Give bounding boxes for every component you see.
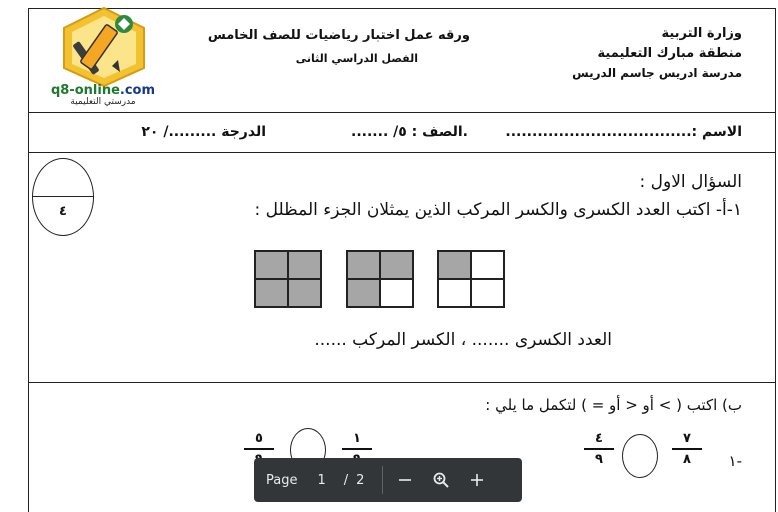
grade-field: الدرجة ........./ ٢٠ — [141, 124, 266, 140]
page-label: Page — [266, 472, 298, 488]
item1-right-fraction — [584, 430, 614, 468]
question-divider — [28, 382, 776, 383]
page-separator: / — [343, 472, 349, 488]
logo-tagline: مدرستي التعليمية — [70, 97, 136, 107]
info-divider — [28, 152, 776, 153]
fraction-numerator: ٥ — [255, 431, 263, 446]
class-field: .الصف : ٥/ ....... — [351, 124, 468, 140]
logo-domain-green: q8-online — [50, 83, 120, 98]
fraction-denominator: ٨ — [683, 452, 691, 467]
zoom-in-button[interactable] — [463, 466, 491, 494]
fraction-numerator: ٧ — [683, 431, 691, 446]
student-name-field: الاسم :................................... — [505, 124, 742, 140]
pdf-viewer-toolbar — [254, 458, 522, 502]
plus-icon — [469, 472, 485, 488]
semester-label: الفصل الدراسي الثانى — [295, 52, 418, 65]
question1-part-a: ١-أ- اكتب العدد الكسرى والكسر المركب الذين يمثلان الجزء المظلل : — [254, 200, 742, 220]
fraction-shape-one-quarter — [437, 250, 505, 308]
zoom-out-button[interactable] — [391, 466, 419, 494]
toolbar-divider — [382, 466, 383, 494]
worksheet-title: ورقه عمل اختبار رياضيات للصف الخامس — [207, 28, 470, 43]
fraction-denominator: ٩ — [595, 452, 603, 467]
answer-line: العدد الكسرى ....... ، الكسر المركب ...... — [314, 330, 612, 350]
region-label: منطقة مبارك التعليمية — [597, 46, 742, 61]
question1-score-circle — [32, 158, 94, 236]
zoom-fit-button[interactable] — [427, 466, 455, 494]
total-pages: 2 — [356, 472, 365, 488]
header-divider — [28, 112, 776, 113]
ministry-label: وزارة التربية — [661, 26, 742, 41]
logo-domain-blue: .com — [119, 83, 156, 98]
question1-title: السؤال الاول : — [639, 172, 742, 192]
item1-left-fraction — [672, 430, 702, 468]
fraction-numerator: ٤ — [595, 431, 603, 446]
logo-caption — [48, 84, 158, 108]
zoom-magnifier-icon — [432, 471, 450, 489]
fraction-shape-three-quarters — [346, 250, 414, 308]
comparison-answer-circle-1[interactable] — [622, 434, 658, 478]
fraction-numerator: ١ — [353, 431, 361, 446]
current-page-input[interactable]: 1 — [317, 472, 326, 488]
question1-score: ٤ — [59, 204, 67, 219]
minus-icon — [397, 472, 413, 488]
school-label: مدرسة ادريس جاسم الدريس — [572, 66, 742, 80]
question1b-instruction: ب) اكتب ( > أو < أو = ) لتكمل ما يلي : — [485, 396, 742, 414]
item1-index: -١ — [728, 452, 742, 470]
fraction-shape-full — [254, 250, 322, 308]
